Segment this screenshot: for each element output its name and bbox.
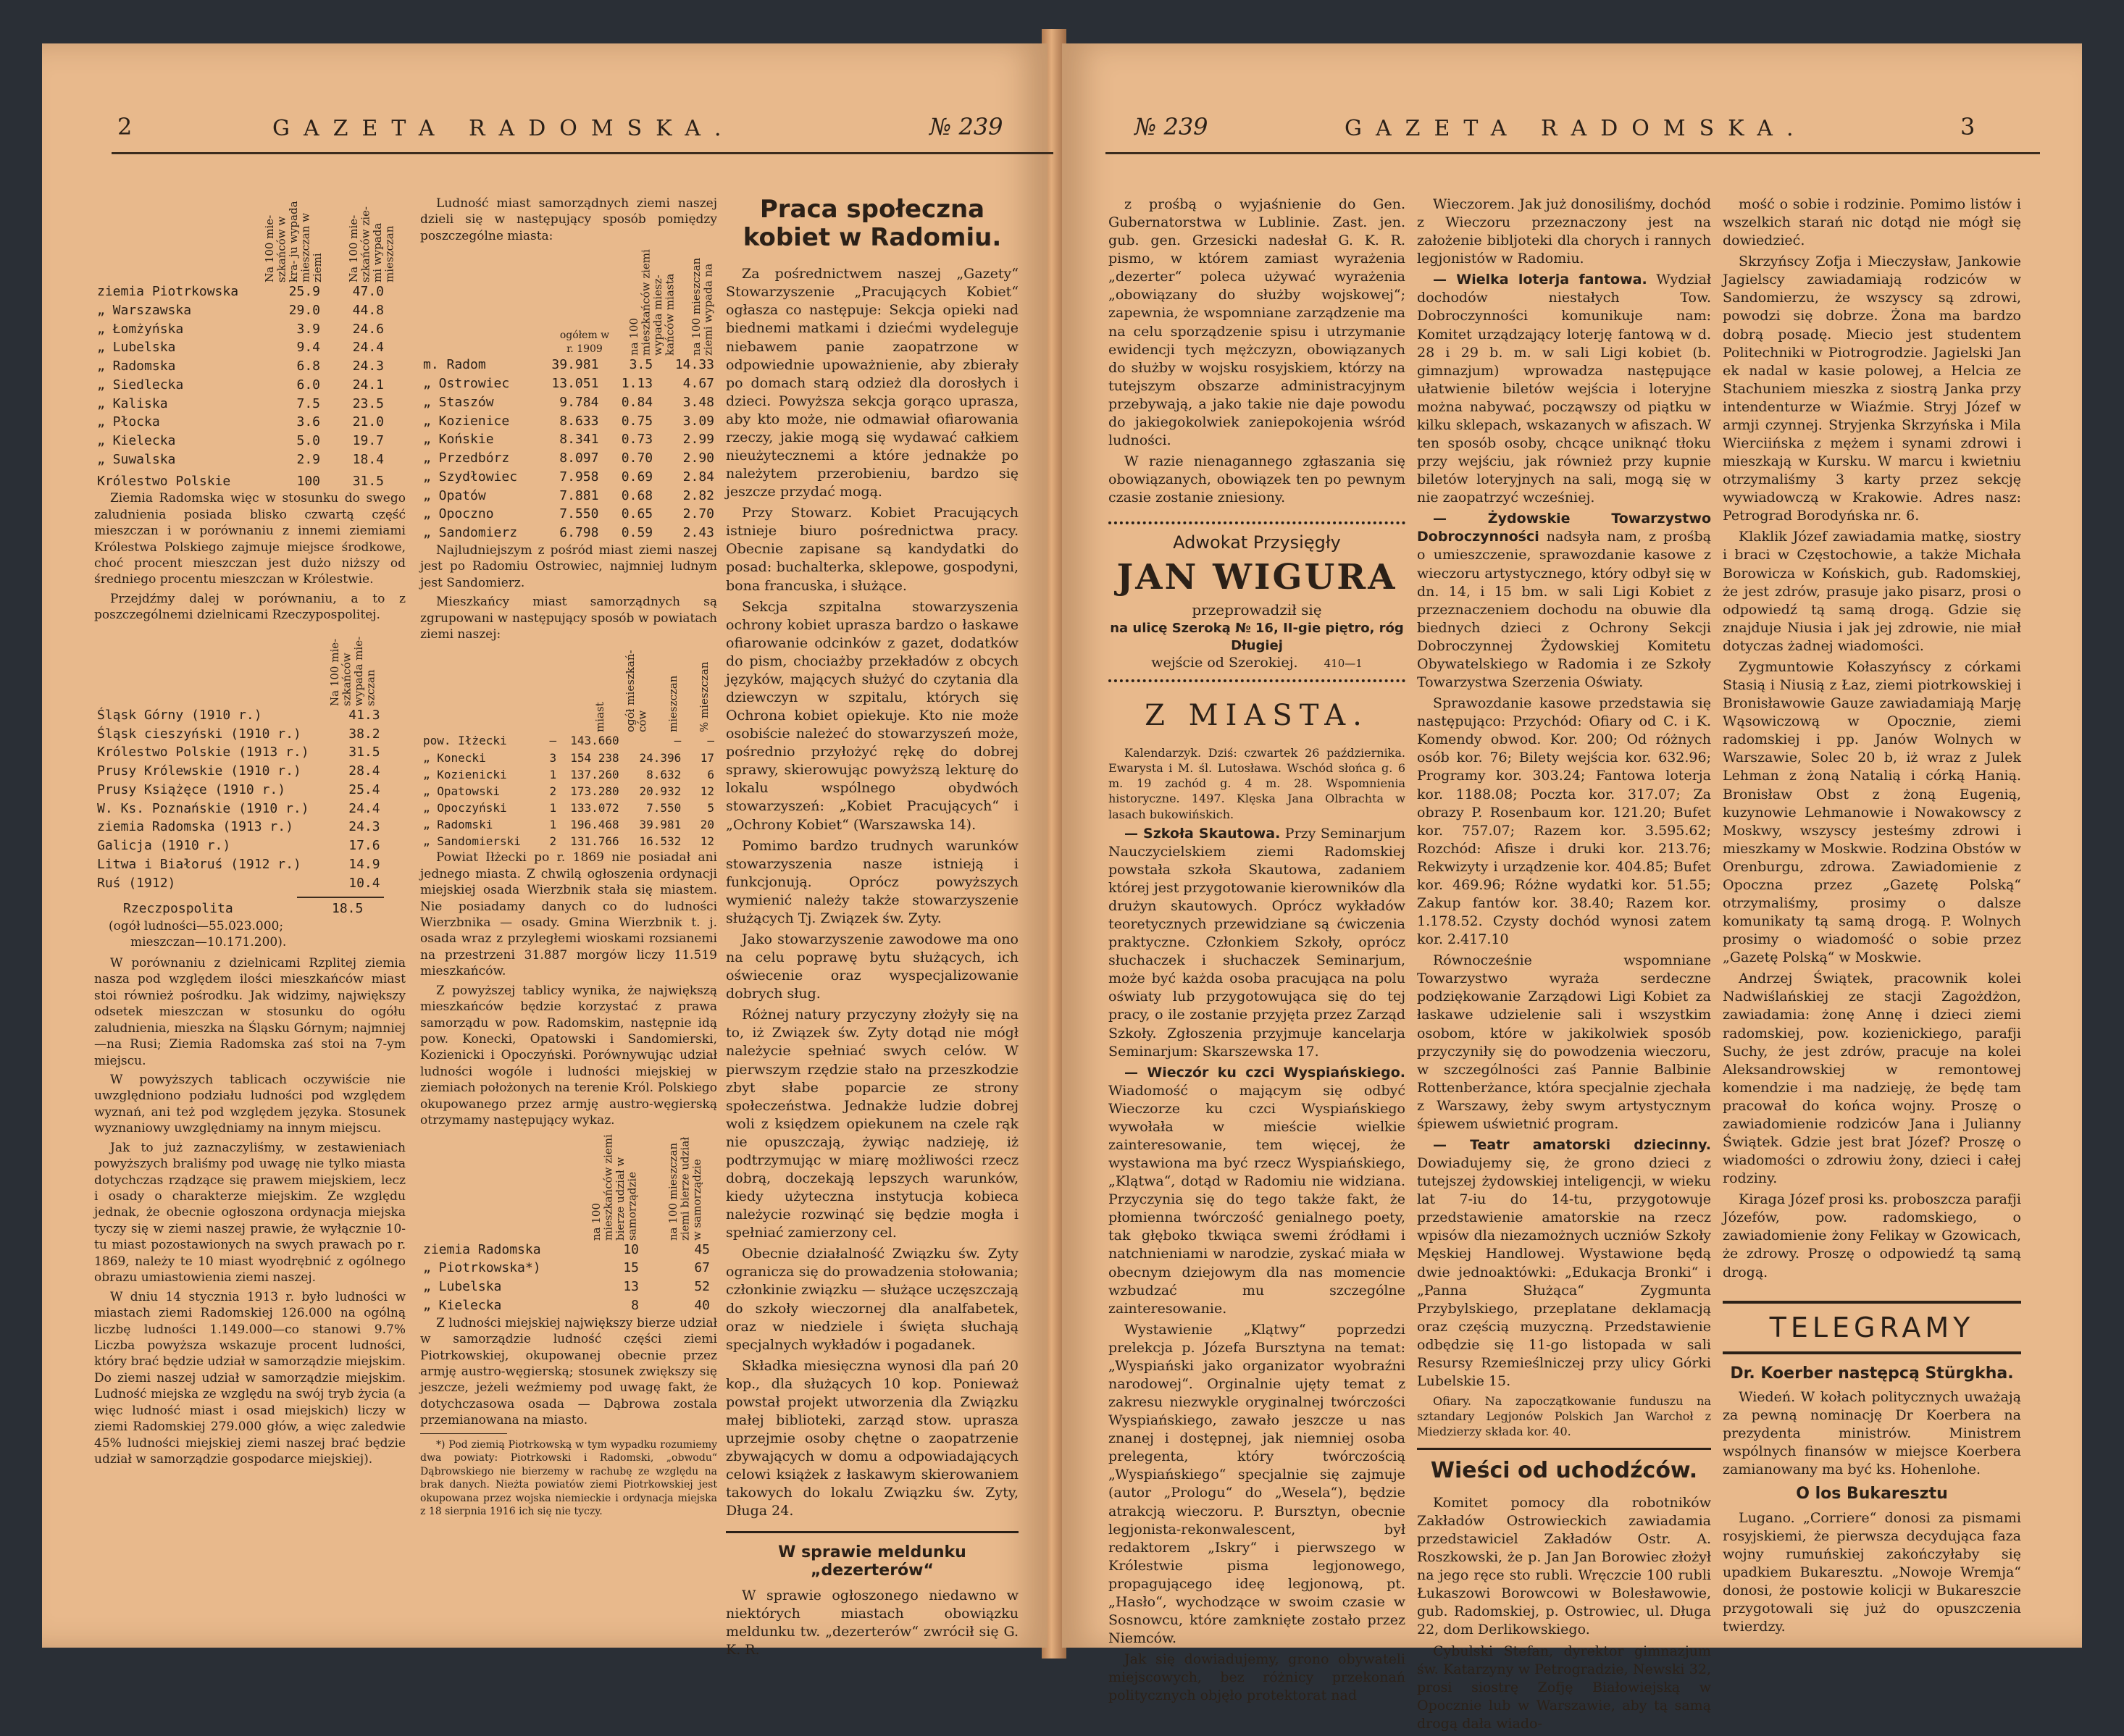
- table-cell: 7.958: [559, 469, 599, 485]
- table-row: [420, 1278, 713, 1296]
- table-cell: „ Opoczyński: [423, 800, 507, 815]
- table-cell: „ Płocka: [97, 414, 160, 430]
- table-row: [420, 505, 717, 524]
- table-cell: 6.0: [296, 377, 320, 393]
- table-cell: Królestwo Polskie (1913 r.): [97, 745, 309, 760]
- table-cell: 5: [707, 800, 714, 815]
- paragraph: mość o sobie i rodzinie. Pomimo listów i wszelkich starań nic dotąd nie mógł się dowiedzieć.: [1723, 196, 2021, 249]
- table-header: Na 100 mie- szkańców w kra- ju wypada mieszczan w ziemi: [262, 201, 324, 282]
- paragraph: Andrzej Świątek, pracownik kolei Nadwiślańskiej ze stacji Zagożdżon, zawiadamia: żonę Annę i dzieci ziemi radomskiej, pow. kozienickiego, parafji Suchy, że jest zdrów, pracuje na kolei Aleksandrowskiej w remontowej komendzie i ma nadzieję, że będę tam pracował do końca wojny. Proszę o zawiadomienie rodziców Jana i Julianny Świątek. Gdzie jest brat Józef? Proszę o wiadomości o zdrowiu żony, dzieci i całej rodziny.: [1723, 970, 2021, 1187]
- table-cell: „ Przedbórz: [423, 450, 510, 466]
- table-cell: 19.7: [352, 433, 384, 448]
- table-cell: 45: [694, 1241, 710, 1257]
- issue-number: № 239: [929, 113, 1003, 141]
- paragraph: Ofiary. Na zapoczątkowanie funduszu na sztandary Legjonów Polskich Jan Warchoł z Miedzierzy składa kor. 40.: [1417, 1394, 1711, 1439]
- table-row: [420, 833, 717, 850]
- table-row: [420, 1259, 713, 1278]
- article-title: W sprawie meldunku „dezerterów“: [778, 1543, 966, 1580]
- table-cell: 29.0: [288, 302, 320, 318]
- table-cell: 100: [296, 473, 320, 489]
- ad-name: JAN WIGURA: [1116, 557, 1397, 597]
- table-cell: Prusy Królewskie (1910 r.): [97, 763, 301, 779]
- table-cell: —: [707, 734, 714, 748]
- table-towns: [420, 356, 717, 542]
- table-cell: 2: [549, 784, 557, 798]
- paragraph: W dniu 14 stycznia 1913 r. było ludności w miastach ziemi Radomskiej 126.000 na ogólną liczbę ludności 1.149.000—co stanowi 9.7% Liczba powyższa wskazuje procent ludności, który brać będzie udział w samorządzie miejskim. Do ziemi naszej udział w samorządzie miejskim. Ludność miejska ze względu na swój tryb życia (a więc ludność miast i osad miejskich) liczy w ziemi Radomskiej 279.000 głów, a więc zaledwie 45% ludności miejskiej ziemi naszej brać będzie udział w samorządzie gospodarce miejskiej).: [94, 1289, 406, 1467]
- table-cell: „ Łomżyńska: [97, 321, 184, 337]
- table-cell: 12: [700, 834, 714, 849]
- subheading: — Szkoła Skautowa.: [1124, 825, 1281, 842]
- table-cell: 18.4: [352, 451, 384, 467]
- table-row: [420, 1296, 713, 1315]
- table-cell: 5.0: [296, 433, 320, 448]
- table-cell: 0.73: [621, 432, 653, 448]
- table-cell: 173.280: [570, 784, 619, 798]
- table-cell: 2.70: [682, 506, 714, 522]
- table-cell: 13.051: [551, 376, 599, 392]
- table-cell: 21.0: [352, 414, 384, 430]
- table-row: [94, 725, 383, 744]
- table-row: [94, 818, 383, 836]
- table-cell: 10: [623, 1241, 639, 1257]
- paragraph: Wydział dochodów niestałych Tow. Dobroczynności komunikuje nam: Komitet urządzający loterję fantową w d. 28 i 29 b. m. w sali Ligi kobiet (b. gimnazjum) wprowadza następujące ułatwienie biletów wejścia i loteryjne można nabywać, począwszy od piątku w kilku sklepach, wskazanych w afiszach. W ten sposób osoby, chcące uniknąć tłoku przy wejściu, jak również przy kupnie biletów loteryjnych na sali, mogą się w nie zaopatrzyć wcześniej.: [1417, 272, 1711, 506]
- paragraph: Ziemia Radomska więc w stosunku do swego zaludnienia posiada blisko czwartą część mieszczan i w porównaniu z innemi ziemiami Królestwa Polskiego zajmuje miejsce środkowe, choć procent mieszczan jest dużo niższy od średniego procentu mieszczan w Królestwie.: [94, 491, 406, 587]
- table-cell: 8.341: [559, 432, 599, 448]
- table-counties: [420, 732, 717, 850]
- table-row: [420, 412, 717, 431]
- table-cell: „ Kaliska: [97, 395, 168, 411]
- table-cell: „ Opatów: [423, 487, 486, 503]
- table-cell: 9.784: [559, 394, 599, 410]
- table-cell: 0.68: [621, 487, 653, 503]
- table-cell: 7.5: [296, 395, 320, 411]
- footnote: *) Pod ziemią Piotrkowską w tym wypadku rozumiemy dwa powiaty: Piotrkowski i Radomski, „obwodu“ Dąbrowskiego nie bierzemy w rachubę ze względu na brak danych. Nieżta powiatów ziemi Piotrkowskiej jest okupowana przez wojska niemieckie i ordynacja miejska z 18 sierpnia 1916 ich się nie tyczy.: [420, 1438, 717, 1518]
- table-header: na 100 mieszkańców ziemi wypada miesz- kańców miasta: [627, 249, 677, 356]
- paragraph: Jak to już zaznaczyliśmy, w zestawieniach powyższych braliśmy pod uwagę nie tylko miasta dotychczas rządzące się prawem miejskiem, lecz i osady o charakterze miejskim. Ze względu jednak, że obecnie ogłoszona ordynacja miejska tyczy się w ziemi naszej prawie, że wyłącznie 10-tu miast pozostawionych na swych prawach po r. 1869, należy te 10 miast wyodrębnić z ogólnego obrazu umiastowienia ziemi naszej.: [94, 1140, 406, 1286]
- paragraph: Lugano. „Corriere“ donosi za pismami rosyjskiemi, że pierwsza decydująca faza wojny rumuńskiej zakończyłaby się upadkiem Bukaresztu. „Nowoje Wremja“ donosi, że postowie kolicji w Bukareszcie przygotowali się już do opuszczenia twierdzy.: [1723, 1509, 2021, 1635]
- table-cell: —: [549, 734, 557, 748]
- table-total: [94, 900, 366, 918]
- paragraph: Mieszkańcy miast samorządnych są zgrupowani w następujący sposób w powiatach ziemi naszej:: [420, 595, 717, 642]
- paragraph: z prośbą o wyjaśnienie do Gen. Gubernatorstwa w Lublinie. Zast. jen. gub. gen. Grzesicki nadesłał G. K. R. pismo, w którem zamiast wyrażenia „dezerter“ poleca używać wyrażenia „obowiązany do służby wojskowej“; zapewnia, że wspomniane zarządzenie ma na celu sporządzenie spisu i utrzymanie ewidencji tych mężczyzn, obowiązanych do służby w wojsku rosyjskiem, którzy na tutejszym obszarze administracyjnym przebywają, a jako takie nie daje powodu do jakiegokolwiek zaniepokojenia wśród ludności.: [1108, 196, 1405, 449]
- table-row: [94, 395, 387, 414]
- table-cell: 7.881: [559, 487, 599, 503]
- table-urban-population: [94, 282, 387, 469]
- table-cell: „ Lubelska: [97, 340, 176, 356]
- column-2: [1417, 196, 1711, 1736]
- paragraph: Przejdźmy dalej w porównaniu, a to z poszczególnemi dzielnicami Rzeczypospolitej.: [94, 591, 406, 623]
- table-cell: Ruś (1912): [97, 875, 176, 891]
- table-cell: 14.33: [674, 357, 714, 373]
- paragraph: Wiadomość o mającym się odbyć Wieczorze ku czci Wyspiańskiego wywołała w mieście wielkie zainteresowanie, tem więcej, że wystawiona ma być rzecz Wyspiańskiego, „Klątwa“, dotąd w Radomiu nie widziana. Przyczynia się do tego także fakt, że płomienna twórczość genialnego poety, tak głęboko tkwiąca swemi źródłami i natchnieniami w narodzie, zyskać miała w obecnym dziejowym dla nas momencie wzbudzać mu szczególne zainteresowanie.: [1108, 1082, 1405, 1317]
- paragraph: Obecnie działalność Związku św. Zyty ogranicza się do prowadzenia stołowania; członkinie związku — służące uczęszczają do szkoły wieczornej dla analfabetek, oraz w niedziele i święta słuchają specjalnych wykładów i pogadanek.: [726, 1246, 1019, 1353]
- table-row: [420, 524, 717, 542]
- table-cell: „ Piotrkowska*): [423, 1260, 541, 1276]
- paragraph: Składka miesięczna wynosi dla pań 20 kop., dla służących 10 kop. Ponieważ powstał projekt utworzenia dla Związku małej biblioteki, zarząd stow. uprasza uprzejmie osoby chętne o zaopatrzenie zbywających w domu a odpowiadających celowi książek z łaskawym skierowaniem takowych do lokalu Związku św. Zyty, Długa 24.: [726, 1357, 1019, 1519]
- table-cell: 0.59: [621, 525, 653, 541]
- table-row: [94, 874, 383, 893]
- table-header: ogółem w r. 1909: [559, 330, 610, 355]
- table-cell: 2.43: [682, 525, 714, 541]
- paragraph: Z powyższej tablicy wynika, że największą mieszkańców będzie korzystać z prawa samorządu w pow. Radomskim, następnie idą pow. Konecki, Opatowski i Sandomierski, Kozienicki i Opoczyński. Porównywując udział ludności wogóle i ludności miejskiej w ziemiach położonych na terenie Król. Polskiego okupowanego przez armję austro-węgierską otrzymamy następujący wykaz.: [420, 983, 717, 1128]
- table-cell: 3.9: [296, 321, 320, 337]
- table-cell: „ Siedlecka: [97, 377, 184, 393]
- table-cell: 17.6: [348, 838, 380, 853]
- table-cell: 0.70: [621, 450, 653, 466]
- table-cell: Litwa i Białoruś (1912 r.): [97, 856, 301, 872]
- paragraph: Kiraga Józef prosi ks. proboszcza parafji Józefów, pow. radomskiego, o zawiadomienie żony Felikay w Gzowicach, że zdrowy. Proszę o odpowiedź tą samą drogą.: [1723, 1191, 2021, 1280]
- table-header: na 100 mieszczan ziemi bierze udział w samorządzie: [666, 1136, 703, 1241]
- table-row: [420, 750, 717, 766]
- subheading: — Teatr amatorski dziecinny.: [1433, 1136, 1711, 1153]
- table-cell: pow. Iłżecki: [423, 734, 507, 748]
- column-3: [1723, 196, 2021, 1639]
- paragraph: Skrzyńscy Zofja i Mieczysław, Jankowie Jagielscy zawiadamiają rodziców w Sandomierzu, że wszyscy są zdrowi, powodzi się dobrze. Żona ma bardzo dobrą posadę. Miecio jest studentem Politechniki w Piotrogrodzie. Jagielski Jan ek nadal w kasie polowej, a Helcia ze Stachuniem mieszka z siostrą Janka przy intendenturze w Wiaźmie. Stryj Józef w armji czynnej. Stryjenka Skrzyńska i Mila Wierciińska z mężem i synami zdrowi i mieszkają w Kursku. W marcu i kwietniu otrzymaliśmy 3 karty przez sekcję wywiadowczą w Krakowie. Adres nasz: Petrograd Borodyńska nr. 6.: [1723, 253, 2021, 524]
- paragraph: Równocześnie wspomniane Towarzystwo wyraża serdeczne podziękowanie Zarządowi Ligi Kobiet za łaskawe udzielenie sali i wszystkim osobom, które w jakikolwiek sposób przyczyniły się do powodzenia wieczoru, w szczególności zaś Pannie Balbinie Rottenberżance, która specjalnie zjechała z Warszawy, żeby swym artystycznym śpiewem uświetnić program.: [1417, 952, 1711, 1132]
- table-cell: 1: [549, 767, 557, 781]
- table-cell: 8.097: [559, 450, 599, 466]
- table-cell: 3.6: [296, 414, 320, 430]
- table-row: [94, 413, 387, 432]
- table-cell: 6.8: [296, 358, 320, 374]
- table-cell: Śląsk cieszyński (1910 r.): [97, 726, 301, 742]
- table-cell: „ Radomski: [423, 817, 493, 831]
- table-cell: 39.981: [551, 357, 599, 373]
- table-cell: Rzeczpospolita: [123, 901, 233, 917]
- table-cell: 2.9: [296, 451, 320, 467]
- table-header: Na 100 mie- szkańców wypada mie- szczan: [328, 636, 377, 706]
- section-title: TELEGRAMY: [1723, 1301, 2021, 1354]
- table-row: [94, 762, 383, 781]
- table-cell: „ Kozienice: [423, 413, 510, 429]
- table-cell: 24.6: [352, 321, 384, 337]
- table-cell: 9.4: [296, 340, 320, 356]
- table-participation: [420, 1241, 713, 1315]
- table-cell: 24.3: [352, 358, 384, 374]
- paragraph: Przy Stowarz. Kobiet Pracujących istnieje biuro pośrednictwa pracy. Obecnie zapisane są kandydatki do posad: buchalterka, sklepowe, gospodyni, bona francuska, i służące.: [726, 505, 1019, 594]
- paragraph: Ludność miast samorządnych ziemi naszej dzieli się w następujący sposób pomiędzy poszczególne miasta:: [420, 196, 717, 243]
- table-cell: 196.468: [570, 817, 619, 831]
- table-row: [94, 338, 387, 357]
- table-cell: Królestwo Polskie: [97, 473, 231, 489]
- paragraph: Pomimo bardzo trudnych warunków stowarzyszenia nasze istnieją i funkcjonują. Oprócz powyższych wymienić należy także stowarzyszenie służących Tj. Związek św. Zyty.: [726, 837, 1019, 926]
- page-number: 3: [1960, 113, 1975, 141]
- paragraph: Powiat Iłżecki po r. 1869 nie posiadał ani jednego miasta. Z chwilą ogłoszenia ordynacji miejskiej osada Wierzbnik stała się miastem. Nie posiadamy danych co do ludności Wierzbnika — osady. Gmina Wierzbnik t. j. osada wraz z przyległemi wioskami rozsianemi na przestrzeni 31.887 morgów liczy 11.519 mieszkańców.: [420, 850, 717, 979]
- table-row: [94, 800, 383, 818]
- table-cell: 7.550: [646, 800, 682, 815]
- table-cell: 41.3: [348, 707, 380, 723]
- table-cell: 0.75: [621, 413, 653, 429]
- table-row: [94, 855, 383, 874]
- table-cell: 2.84: [682, 469, 714, 485]
- paragraph: Jako stowarzyszenie zawodowe ma ono na celu poprawę bytu służących, ich oświecenie oraz wyspecjalizowanie dobrych sług.: [726, 931, 1019, 1002]
- table-cell: 13: [623, 1279, 639, 1295]
- subheading: O los Bukaresztu: [1796, 1485, 1948, 1504]
- table-cell: —: [674, 734, 682, 748]
- table-cell: „ Konecki: [423, 750, 486, 765]
- table-cell: „ Radomska: [97, 358, 176, 374]
- table-cell: 24.4: [352, 340, 384, 356]
- paragraph: nadsyła nam, z prośbą o umieszczenie, sprawozdanie kasowe z wieczoru artystycznego, który odbył się w dn. 14, i 15 bm. w sali Ligi Kobiet z przeznaczeniem dochodu na obuwie dla biednych dzieci z Ochrony Sekcji Dobroczynnej Żydowskiej Komitetu Obywatelskiego w Radomia i ze Szkoły Towarzystwa Szerzenia Oświaty.: [1417, 529, 1711, 691]
- ad-title: Adwokat Przysięgły: [1173, 532, 1341, 553]
- table-cell: 7.550: [559, 506, 599, 522]
- table-cell: 44.8: [352, 302, 384, 318]
- subheading: — Wieczór ku czci Wyspiańskiego.: [1124, 1064, 1405, 1081]
- paragraph: Za pośrednictwem naszej „Gazety“ Stowarzyszenie „Pracujących Kobiet“ ogłasza co następuje: Sekcja opieki nad biednemi matkami i dziećmi wydeleguje niebawem panie zaopatrzone w odpowiednie upoważnienie, aby zbierały po domach starą odzież dla dorosłych i dzieci. Powyższa sekcja gorąco uprasza, aby kto może, nie odmawiał ofiarowania rzeczy, jakie mogą się wydawać całkiem nieużytecznemi a które jednakże po należytem przerobieniu, bardzo się jeszcze przydać mogą.: [726, 266, 1019, 500]
- page-number: 2: [117, 113, 133, 141]
- table-header: Na 100 mie- szkańców zie- mi wypada mieszczan: [347, 206, 396, 282]
- table-row: [420, 374, 717, 393]
- table-cell: 52: [694, 1279, 710, 1295]
- table-total: [94, 472, 387, 491]
- table-header: na 100 mieszkańców ziemi bierze udział w samorządzie: [589, 1133, 638, 1241]
- table-cell: Prusy Książęce (1910 r.): [97, 781, 286, 797]
- table-cell: 16.532: [639, 834, 682, 849]
- note: (ogół ludności—55.023.000;: [109, 919, 284, 934]
- table-cell: 143.660: [570, 734, 619, 748]
- table-cell: 31.5: [348, 745, 380, 760]
- table-row: [94, 320, 387, 339]
- left-page: [42, 43, 1048, 1659]
- table-cell: 28.4: [348, 763, 380, 779]
- table-cell: 24.4: [348, 800, 380, 816]
- column-3: [726, 196, 1019, 1662]
- table-cell: 0.69: [621, 469, 653, 485]
- table-row: [94, 781, 383, 800]
- table-cell: 23.5: [352, 395, 384, 411]
- paragraph: Przy Seminarjum Nauczycielskiem ziemi Radomskiej powstała szkoła Skautowa, zadaniem której jest przygotowanie kierowników dla drużyn skautowych. Oprócz wykładów teoretycznych przewidziane są ćwiczenia praktyczne. Członkiem Szkoły, oprócz słuchaczek i słuchaczek Seminarjum, może być każda osoba pracująca na polu oświaty lub przygotowująca się do tej pracy, o ile zostanie przyjęta przez Zarząd Szkoły. Zgłoszenia przyjmuje kancelarja Seminarjum: Skarszewska 17.: [1108, 825, 1406, 1060]
- table-cell: 67: [694, 1260, 710, 1276]
- table-cell: 3: [549, 750, 557, 765]
- table-cell: 47.0: [352, 284, 384, 299]
- paragraph: Sprawozdanie kasowe przedstawia się następująco: Przychód: Ofiary od C. i K. Komendy obwod. Kor. 200; Od różnych osób kor. 76; Bilety wejścia kor. 632.96; Programy kor. 303.24; Fantowa loterja kor. 1188.08; Poczta kor. 317.07; Za obrazy P. Rosenbaum kor. 121.20; Bufet kor. 757.07; Razem kor. 3.595.62; Rozchód: Afisze i druki kor. 213.76; Rekwizyty i urządzenie kor. 404.85; Bufet kor. 469.96; Różne wydatki kor. 51.55; Zakup fantów kor. 38.40; Razem kor. 1.178.52. Czysty dochód wynosi zatem kor. 2.417.10: [1417, 695, 1711, 948]
- table-cell: 14.9: [348, 856, 380, 872]
- table-row: [94, 376, 387, 395]
- table-cell: W. Ks. Poznańskie (1910 r.): [97, 800, 309, 816]
- table-cell: 1: [549, 800, 557, 815]
- table-cell: 3.5: [629, 357, 653, 373]
- column-2: [420, 196, 717, 1522]
- table-row: [94, 450, 387, 469]
- paragraph: W razie nienagannego zgłaszania się obowiązanych, obowiązek ten po pewnym czasie zostanie zniesiony.: [1108, 453, 1405, 506]
- paragraph: Cybulski Stefan, dyrektor gimnazjum św. Katarzyny w Petrogradzie, Newski 32, prosi siostrę Zofję Białowiejską w Opocznie lub w Warszawie, aby tą samą drogą dała wiado-: [1417, 1643, 1711, 1732]
- paragraph: Zygmuntowie Kołaszyńscy z córkami Stasią i Niusią z Łaz, ziemi piotrkowskiej i Bronisławowie Gauze zawiadamiają Marję Wąsowiczową w Opocznie, ziemi radomskiej i pp. Janów Wolnych w Warszawie, Solec 20 b, iż wraz z Julek Lehman z żoną Natalią i córką Hanią. Bronisław Obst z żoną Eugenią, kuzynowie Lehmanowie i Nowakowscy z Moskwy, wszyscy jesteśmy zdrowi i mieszkamy w Moskwie. Rodzina Obstów w Orenburgu, zdrowa. Zawiadomienie z Opoczna przez „Gazetę Polską“ otrzymaliśmy, prosimy o dalsze komunikaty tą samą drogą. P. Wolnych prosimy o wiadomość o sobie przez „Gazetę Polską“ w Moskwie.: [1723, 658, 2021, 966]
- table-row: [420, 800, 717, 816]
- table-row: [420, 468, 717, 487]
- table-row: [94, 706, 383, 725]
- table-cell: „ Lubelska: [423, 1279, 502, 1295]
- table-cell: „ Opoczno: [423, 506, 494, 522]
- table-cell: 10.4: [348, 875, 380, 891]
- table-row: [420, 783, 717, 800]
- table-cell: Galicja (1910 r.): [97, 838, 231, 853]
- table-cell: „ Szydłowiec: [423, 469, 518, 485]
- masthead: GAZETA RADOMSKA.: [1345, 116, 1807, 141]
- table-cell: 0.65: [621, 506, 653, 522]
- table-cell: 38.2: [348, 726, 380, 742]
- table-cell: „ Staszów: [423, 394, 494, 410]
- table-row: [420, 430, 717, 449]
- column-1: [1108, 196, 1405, 1708]
- paragraph: Wiedeń. W kołach politycznych uważają za pewną nominację Dr Koerbera na prezydenta ministrów. Ministrem wspólnych finansów w miejsce Koerbera zamianowany ma być ks. Hohenlohe.: [1723, 1389, 2021, 1478]
- table-regions: [94, 706, 383, 893]
- table-row: [420, 449, 717, 468]
- table-row: [420, 816, 717, 833]
- table-cell: „ Sandomierski: [423, 834, 521, 849]
- table-cell: „ Opatowski: [423, 784, 500, 798]
- table-cell: 8.633: [559, 413, 599, 429]
- table-cell: ziemia Piotrkowska: [97, 284, 239, 299]
- table-cell: 25.4: [348, 781, 380, 797]
- paragraph: Sekcja szpitalna stowarzyszenia ochrony kobiet uprasza bardzo o łaskawe ofiarowanie odcinków z gazet, dodatków do pism, chociażby przekładów z obcych języków, mających służyć do czytania dla dziewczyn w szpitalu, których się Ochrona kobiet opiekuje. Kto nie może osobiście należeć do stowarzyszeń może, pośrednio przyłożyć rękę do dobrej sprawy, skierowując powyższą lekturę do lokalu wspólnego obydwóch stowarzyszeń: „Kobiet Pracujących“ i „Ochrony Kobiet“ (Warszawska 14).: [726, 598, 1019, 833]
- table-row: [420, 1241, 713, 1259]
- table-cell: 40: [694, 1297, 710, 1313]
- table-cell: „ Kielecka: [423, 1297, 502, 1313]
- table-cell: „ Końskie: [423, 432, 494, 448]
- table-cell: 25.9: [288, 284, 320, 299]
- table-cell: 24.396: [639, 750, 682, 765]
- paragraph: Dowiadujemy się, że grono dzieci z tutejszej żydowskiej inteligencji, w wieku lat 7-iu do 14-tu, przygotowuje przedstawienie amatorskie na rzecz wpisów dla niezamożnych uczniów Szkoły Męskiej Handlowej. Wystawione będą dwie jednoaktówki: „Edukacja Bronki“ i „Panna Służąca“ Zygmunta Przybylskiego, przeplatane deklamacją oraz częścią muzyczną. Przedstawienie odbędzie się 11-go listopada w sali Resursy Rzemieślniczej przy ulicy Górki Lubelskie 15.: [1417, 1155, 1711, 1389]
- table-row: [94, 743, 383, 762]
- header-rule: [1105, 152, 2040, 154]
- table-cell: 3.48: [682, 394, 714, 410]
- table-cell: 3.09: [682, 413, 714, 429]
- table-row: [420, 487, 717, 506]
- paragraph: Najludniejszym z pośród miast ziemi naszej jest po Radomiu Ostrowiec, najmniej ludnym jest Sandomierz.: [420, 542, 717, 590]
- paragraph: Wystawienie „Klątwy“ poprzedzi prelekcja p. Józefa Bursztyna na temat: „Wyspiański jako organizator wyobraźni narodowej“. Orginalnie ujęty temat z zakresu niezwykle oryginalnej twórczości Wyspiańskiego, zawało jeszcze u nas znanej i dostępnej, jak niemniej osoba prelegenta, który twórczością „Wyspiańskiego“ specjalnie się zajmuje (autor „Prologu“ do „Wesela“), będzie atrakcją wieczoru. P. Bursztyn, obecnie legjonista-rekonwalescent, był redaktorem „Iskry“ i pierwszego w Królestwie pisma legjonowego, propagującego ideę legjonową, pt. „Hasło“, wychodzące w swoim czasie w Sosnowcu, które zamknięte zostało przez Niemców.: [1108, 1321, 1405, 1647]
- table-row: [420, 356, 717, 374]
- ad-text: przeprowadził się: [1192, 601, 1322, 619]
- paragraph: Różnej natury przyczyny złożyły się na to, iż Związek św. Zyty dotąd nie mógł należycie spełniać swych celów. W pierwszym rzędzie stało na przeszkodzie zbyt słabe poparcie ze strony społeczeństwa. Jednakże ludzie dobrej woli z księdzem opiekunem na czele rąk nie opuszczają, żywiąc nadzieję, iż podtrzymując w miarę możliwości rzecz dobrą, doczekają lepszych warunków, kiedy użyteczna instytucja kobieca należycie rozwinąć się będzie mogła i spełniać zamierzony cel.: [726, 1007, 1019, 1241]
- table-header: % mieszczan: [697, 662, 711, 733]
- table-cell: 12: [700, 784, 714, 798]
- paragraph: Jak się dowiadujemy, grono obywateli miejscowych, bez różnicy przekonań politycznych objęło protektorat nad: [1108, 1651, 1405, 1704]
- table-row: [94, 282, 387, 301]
- subheading: — Wielka loterja fantowa.: [1433, 272, 1647, 288]
- table-row: [94, 836, 383, 855]
- table-cell: „ Ostrowiec: [423, 376, 510, 392]
- table-cell: 39.981: [639, 817, 682, 831]
- table-cell: Śląsk Górny (1910 r.): [97, 707, 262, 723]
- table-header: na 100 mieszczan ziemi wypada na: [690, 258, 715, 356]
- table-cell: 131.766: [570, 834, 619, 849]
- table-cell: „ Warszawska: [97, 302, 192, 318]
- advertisement: [1108, 521, 1405, 682]
- paragraph: Kalendarzyk. Dziś: czwartek 26 października. Ewarysta i M. śl. Lutosława. Wschód słońca g. 6 m. 19 zachód g. 4 m. 28. Wspomnienia historyczne. 1497. Klęska Jana Olbrachta w lasach bukowińskich.: [1108, 746, 1405, 821]
- table-cell: 24.3: [348, 819, 380, 835]
- table-cell: m. Radom: [423, 357, 486, 373]
- article-title: Wieści od uchodźców.: [1430, 1458, 1698, 1484]
- table-row: [420, 393, 717, 412]
- table-cell: 24.1: [352, 377, 384, 393]
- paragraph: Wieczorem. Jak już donosiliśmy, dochód z Wieczoru przeznaczony jest na założenie bibljoteki dla chorych i rannych legjonistów w Radomiu.: [1417, 196, 1711, 267]
- table-cell: 20.932: [639, 784, 682, 798]
- table-header: mieszczan: [666, 676, 680, 733]
- table-row: [420, 766, 717, 783]
- table-cell: 2.99: [682, 432, 714, 448]
- table-cell: „ Suwalska: [97, 451, 176, 467]
- table-cell: „ Kielecka: [97, 433, 176, 448]
- ad-text: na ulicę Szeroką № 16, II-gie piętro, róg Długiej: [1110, 620, 1404, 653]
- paragraph: W powyższych tablicach oczywiście nie uwzględniono podziału ludności pod względem wyznań, ani też pod względem języka. Stosunek wyznaniowy uwzględniamy na innym miejscu.: [94, 1072, 406, 1136]
- table-cell: 18.5: [332, 901, 364, 917]
- note: mieszczan—10.171.200).: [130, 935, 287, 950]
- table-cell: 2: [549, 834, 557, 849]
- table-cell: 133.072: [570, 800, 619, 815]
- subheading: Dr. Koerber następcą Stürgkha.: [1730, 1364, 2014, 1383]
- right-page: [1062, 43, 2082, 1732]
- table-cell: 2.82: [682, 487, 714, 503]
- table-cell: 154 238: [570, 750, 619, 765]
- paragraph: Z ludności miejskiej największy bierze udział w samorządzie ludność części ziemi Piotrkowskiej, okupowanej obecnie przez armję austro-węgierską; stosunek zwiększy się jeszcze, jeżeli weźmiemy pod uwagę fakt, że dotychczasowa osada — Dąbrowa zostala przemianowana na miasto.: [420, 1315, 717, 1428]
- column-1: [94, 196, 406, 1470]
- table-cell: 2.90: [682, 450, 714, 466]
- table-cell: 0.84: [621, 394, 653, 410]
- subheading: — Żydowskie Towarzystwo Dobroczynności: [1417, 511, 1711, 545]
- table-row: [94, 432, 387, 450]
- table-cell: 8.632: [646, 767, 682, 781]
- table-cell: 1.13: [621, 376, 653, 392]
- table-cell: 6: [707, 767, 714, 781]
- table-cell: 15: [623, 1260, 639, 1276]
- table-cell: 6.798: [559, 525, 599, 541]
- table-row: [420, 732, 717, 749]
- table-cell: 31.5: [352, 473, 384, 489]
- masthead: GAZETA RADOMSKA.: [272, 116, 735, 141]
- table-cell: 137.260: [570, 767, 619, 781]
- ad-text: wejście od Szerokiej.: [1151, 655, 1298, 671]
- table-cell: „ Sandomierz: [423, 525, 518, 541]
- table-cell: ziemia Radomska (1913 r.): [97, 819, 293, 835]
- paragraph: Komitet pomocy dla robotników Zakładów Ostrowieckich zawiadamia przedstawiciel Zakładów Ostr. A. Roszkowski, że p. Jan Jan Borowiec złożył na jego ręce sto rubli. Wręczcie 100 rubli Łukaszowi Borowcowi w Bolesławowie, gub. Radomskiej, p. Ostrowiec, ul. Długa 22, dom Derlikowskiego.: [1417, 1494, 1711, 1638]
- table-header: miast: [593, 702, 606, 733]
- ad-number: 410—1: [1324, 657, 1363, 671]
- table-row: [94, 301, 387, 320]
- table-header: ogół mieszkań- ców: [624, 650, 649, 733]
- article-title: Praca społeczna kobiet w Radomiu.: [743, 195, 1002, 253]
- paragraph: Klaklik Józef zawiadamia matkę, siostry i braci w Częstochowie, a także Michała Borowicza w Końskich, gub. Radomskiej, że jest zdrów, prasuje jako pisarz, prosi o odpowiedź tą samą drogą. Gdzie się znajduje Niusia i jak jej zdrowie, nie miał dotyczas żadnej wiadomości.: [1723, 529, 2021, 654]
- table-row: [94, 357, 387, 376]
- table-cell: ziemia Radomska: [423, 1241, 541, 1257]
- table-cell: „ Kozienicki: [423, 767, 507, 781]
- issue-number: № 239: [1134, 113, 1208, 141]
- table-cell: 8: [631, 1297, 639, 1313]
- section-title: Z MIASTA.: [1145, 699, 1369, 733]
- paragraph: W sprawie ogłoszonego niedawno w niektórych miastach obowiązku meldunku tw. „dezerterów“ zwrócił się G. K. R.: [726, 1588, 1019, 1659]
- table-cell: 17: [700, 750, 714, 765]
- table-cell: 4.67: [682, 376, 714, 392]
- paragraph: W porównaniu z dzielnicami Rzplitej ziemia nasza pod względem ilości mieszkańców miast stoi również pośrodku. Jak widzimy, największy odsetek mieszczan w stosunku do ogółu zaludnienia, mieszka na Śląsku Górnym; najmniej—na Rusi; Ziemia Radomska zaś stoi na 7-ym miejscu.: [94, 955, 406, 1068]
- table-cell: 1: [549, 817, 557, 831]
- header-rule: [112, 152, 1053, 154]
- table-cell: 20: [700, 817, 714, 831]
